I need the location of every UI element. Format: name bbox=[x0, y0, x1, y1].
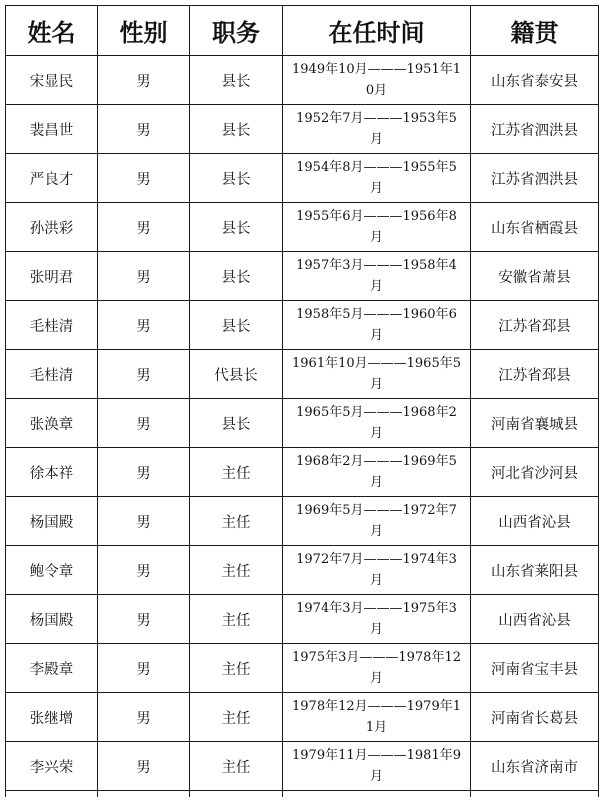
leaders-table bbox=[5, 5, 599, 797]
table-row bbox=[6, 399, 599, 448]
cell-term: 1965年5月———1968年2月 bbox=[283, 399, 471, 448]
cell-post: 主任 bbox=[190, 693, 283, 742]
cell-term: 1961年10月———1965年5月 bbox=[283, 350, 471, 399]
cell-term: 1969年5月———1972年7月 bbox=[283, 497, 471, 546]
table-row-cutoff bbox=[6, 791, 599, 798]
cell-name: 李兴荣 bbox=[6, 742, 98, 791]
cell-term: 1952年7月———1953年5月 bbox=[283, 105, 471, 154]
table-row bbox=[6, 56, 599, 105]
cell-gender: 男 bbox=[98, 644, 190, 693]
cell-post: 县长 bbox=[190, 203, 283, 252]
empty-cell bbox=[283, 791, 471, 798]
header-gender: 性别 bbox=[98, 6, 190, 56]
table-row bbox=[6, 252, 599, 301]
cell-term: 1972年7月———1974年3月 bbox=[283, 546, 471, 595]
cell-gender: 男 bbox=[98, 56, 190, 105]
cell-name: 鲍令章 bbox=[6, 546, 98, 595]
cell-post: 主任 bbox=[190, 644, 283, 693]
cell-post: 县长 bbox=[190, 56, 283, 105]
cell-name: 徐本祥 bbox=[6, 448, 98, 497]
cell-name: 李殿章 bbox=[6, 644, 98, 693]
cell-origin: 山东省栖霞县 bbox=[471, 203, 599, 252]
cell-post: 县长 bbox=[190, 399, 283, 448]
cell-post: 县长 bbox=[190, 301, 283, 350]
cell-name: 宋显民 bbox=[6, 56, 98, 105]
cell-name: 孙洪彩 bbox=[6, 203, 98, 252]
cell-name: 杨国殿 bbox=[6, 497, 98, 546]
header-post: 职务 bbox=[190, 6, 283, 56]
cell-name: 张涣章 bbox=[6, 399, 98, 448]
cell-post: 主任 bbox=[190, 546, 283, 595]
cell-origin: 江苏省泗洪县 bbox=[471, 105, 599, 154]
cell-origin: 河南省长葛县 bbox=[471, 693, 599, 742]
table-row bbox=[6, 595, 599, 644]
cell-term: 1954年8月———1955年5月 bbox=[283, 154, 471, 203]
table-row bbox=[6, 154, 599, 203]
header-origin: 籍贯 bbox=[471, 6, 599, 56]
cell-gender: 男 bbox=[98, 252, 190, 301]
cell-term: 1957年3月———1958年4月 bbox=[283, 252, 471, 301]
empty-cell bbox=[6, 791, 98, 798]
table-row bbox=[6, 301, 599, 350]
cell-post: 主任 bbox=[190, 595, 283, 644]
cell-gender: 男 bbox=[98, 105, 190, 154]
cell-gender: 男 bbox=[98, 742, 190, 791]
cell-gender: 男 bbox=[98, 497, 190, 546]
table-row bbox=[6, 497, 599, 546]
cell-gender: 男 bbox=[98, 350, 190, 399]
cell-origin: 安徽省萧县 bbox=[471, 252, 599, 301]
table-row bbox=[6, 448, 599, 497]
cell-name: 张继增 bbox=[6, 693, 98, 742]
table-row bbox=[6, 350, 599, 399]
header-row bbox=[6, 6, 599, 56]
table-row bbox=[6, 105, 599, 154]
cell-gender: 男 bbox=[98, 301, 190, 350]
cell-gender: 男 bbox=[98, 693, 190, 742]
table-row bbox=[6, 693, 599, 742]
empty-cell bbox=[98, 791, 190, 798]
cell-term: 1958年5月———1960年6月 bbox=[283, 301, 471, 350]
cell-post: 主任 bbox=[190, 742, 283, 791]
cell-post: 代县长 bbox=[190, 350, 283, 399]
cell-term: 1979年11月———1981年9月 bbox=[283, 742, 471, 791]
cell-origin: 河北省沙河县 bbox=[471, 448, 599, 497]
cell-origin: 山东省莱阳县 bbox=[471, 546, 599, 595]
cell-origin: 山东省济南市 bbox=[471, 742, 599, 791]
table-row bbox=[6, 742, 599, 791]
cell-post: 县长 bbox=[190, 154, 283, 203]
cell-origin: 山东省泰安县 bbox=[471, 56, 599, 105]
cell-term: 1974年3月———1975年3月 bbox=[283, 595, 471, 644]
cell-name: 毛桂清 bbox=[6, 350, 98, 399]
cell-name: 张明君 bbox=[6, 252, 98, 301]
cell-name: 杨国殿 bbox=[6, 595, 98, 644]
cell-gender: 男 bbox=[98, 154, 190, 203]
cell-post: 主任 bbox=[190, 448, 283, 497]
empty-cell bbox=[190, 791, 283, 798]
cell-term: 1955年6月———1956年8月 bbox=[283, 203, 471, 252]
cell-origin: 河南省襄城县 bbox=[471, 399, 599, 448]
cell-name: 严良才 bbox=[6, 154, 98, 203]
cell-gender: 男 bbox=[98, 399, 190, 448]
cell-term: 1968年2月———1969年5月 bbox=[283, 448, 471, 497]
cell-origin: 河南省宝丰县 bbox=[471, 644, 599, 693]
header-term: 在任时间 bbox=[283, 6, 471, 56]
cell-post: 县长 bbox=[190, 252, 283, 301]
header-name: 姓名 bbox=[6, 6, 98, 56]
cell-name: 毛桂清 bbox=[6, 301, 98, 350]
table-body bbox=[6, 56, 599, 798]
cell-term: 1949年10月———1951年10月 bbox=[283, 56, 471, 105]
table-row bbox=[6, 644, 599, 693]
table-row bbox=[6, 203, 599, 252]
cell-post: 县长 bbox=[190, 105, 283, 154]
cell-gender: 男 bbox=[98, 203, 190, 252]
cell-gender: 男 bbox=[98, 546, 190, 595]
cell-name: 裴昌世 bbox=[6, 105, 98, 154]
cell-origin: 江苏省邳县 bbox=[471, 301, 599, 350]
cell-term: 1975年3月———1978年12月 bbox=[283, 644, 471, 693]
cell-origin: 江苏省邳县 bbox=[471, 350, 599, 399]
cell-origin: 江苏省泗洪县 bbox=[471, 154, 599, 203]
cell-term: 1978年12月———1979年11月 bbox=[283, 693, 471, 742]
cell-gender: 男 bbox=[98, 448, 190, 497]
table-header bbox=[6, 6, 599, 56]
empty-cell bbox=[471, 791, 599, 798]
cell-origin: 山西省沁县 bbox=[471, 595, 599, 644]
table-row bbox=[6, 546, 599, 595]
cell-origin: 山西省沁县 bbox=[471, 497, 599, 546]
cell-post: 主任 bbox=[190, 497, 283, 546]
cell-gender: 男 bbox=[98, 595, 190, 644]
